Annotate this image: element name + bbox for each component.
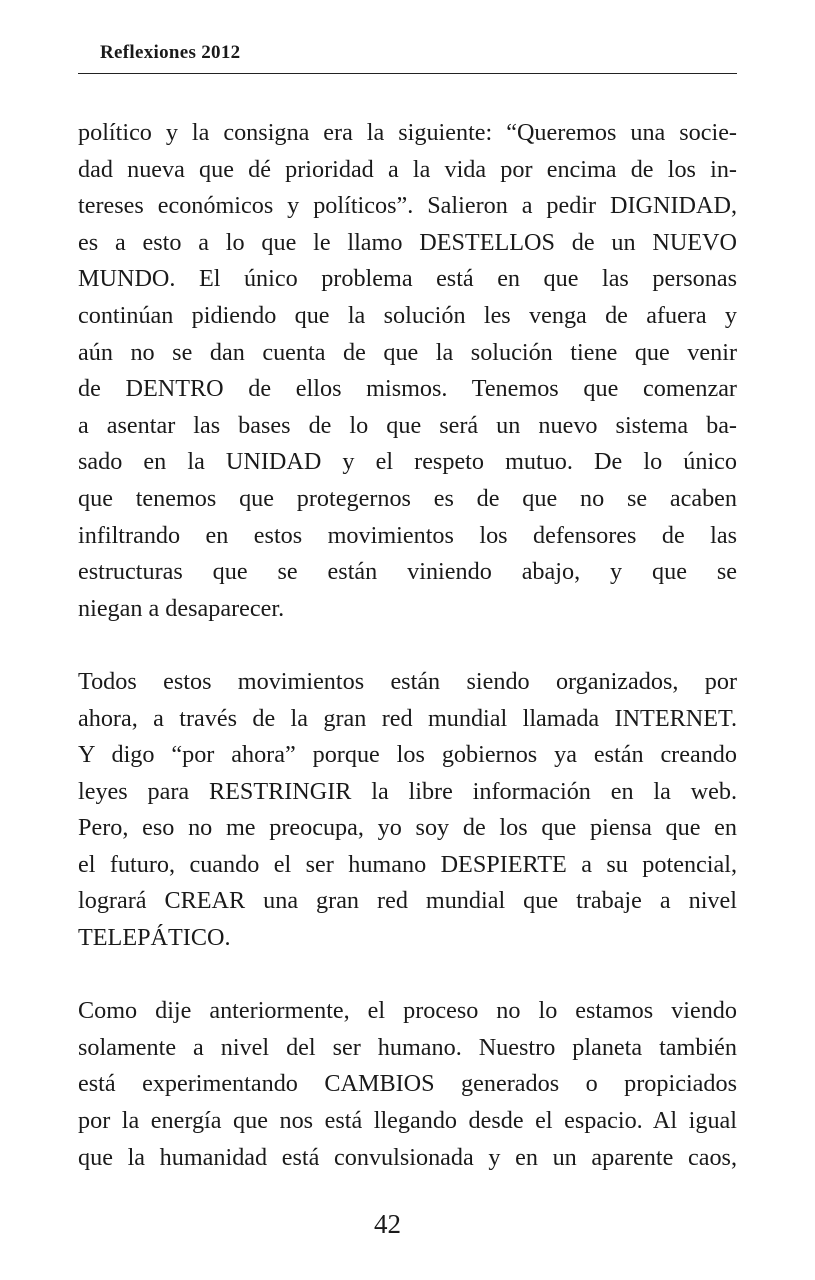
text-line: tereses económicos y políticos”. Salieron a pedir DIGNIDAD, — [78, 192, 737, 220]
body-text — [78, 115, 737, 1213]
paragraph — [78, 115, 737, 627]
text-line: por la energía que nos está llegando desde el espacio. Al igual — [78, 1107, 737, 1135]
text-line: logrará CREAR una gran red mundial que trabaje a nivel — [78, 887, 737, 915]
text-line: niegan a desaparecer. — [78, 594, 285, 622]
paragraph — [78, 993, 737, 1176]
text-line: continúan pidiendo que la solución les venga de afuera y — [78, 301, 737, 329]
text-line: está experimentando CAMBIOS generados o propiciados — [78, 1070, 737, 1098]
text-line: sado en la UNIDAD y el respeto mutuo. De lo único — [78, 448, 737, 476]
text-line: leyes para RESTRINGIR la libre información en la web. — [78, 777, 737, 805]
text-line: Como dije anteriormente, el proceso no lo estamos viendo — [78, 997, 737, 1025]
text-line: infiltrando en estos movimientos los defensores de las — [78, 521, 737, 549]
text-line: a asentar las bases de lo que será un nuevo sistema ba- — [78, 411, 737, 439]
text-line: político y la consigna era la siguiente: “Queremos una socie- — [78, 119, 737, 146]
text-line: que tenemos que protegernos es de que no se acaben — [78, 484, 737, 512]
text-line: Y digo “por ahora” porque los gobiernos ya están creando — [78, 741, 737, 769]
text-line: dad nueva que dé prioridad a la vida por encima de los in- — [78, 155, 737, 183]
page-number: 42 — [374, 1209, 401, 1239]
running-header — [78, 40, 737, 74]
text-line: ahora, a través de la gran red mundial llamada INTERNET. — [78, 704, 737, 732]
text-line: el futuro, cuando el ser humano DESPIERTE a su potencial, — [78, 850, 737, 878]
text-line: de DENTRO de ellos mismos. Tenemos que comenzar — [78, 375, 737, 403]
text-line: Pero, eso no me preocupa, yo soy de los que piensa que en — [78, 814, 737, 842]
text-line: aún no se dan cuenta de que la solución tiene que venir — [78, 338, 737, 366]
text-line: TELEPÁTICO. — [78, 924, 231, 952]
header-title: Reflexiones 2012 — [100, 42, 241, 63]
paragraph — [78, 664, 737, 957]
text-line: MUNDO. El único problema está en que las personas — [78, 265, 737, 293]
text-line: Todos estos movimientos están siendo organizados, por — [78, 667, 737, 695]
text-line: estructuras que se están viniendo abajo, y que se — [78, 558, 737, 586]
text-line: es a esto a lo que le llamo DESTELLOS de un NUEVO — [78, 228, 737, 256]
text-line: solamente a nivel del ser humano. Nuestro planeta también — [78, 1033, 737, 1061]
text-line: que la humanidad está convulsionada y en un aparente caos, — [78, 1143, 737, 1171]
